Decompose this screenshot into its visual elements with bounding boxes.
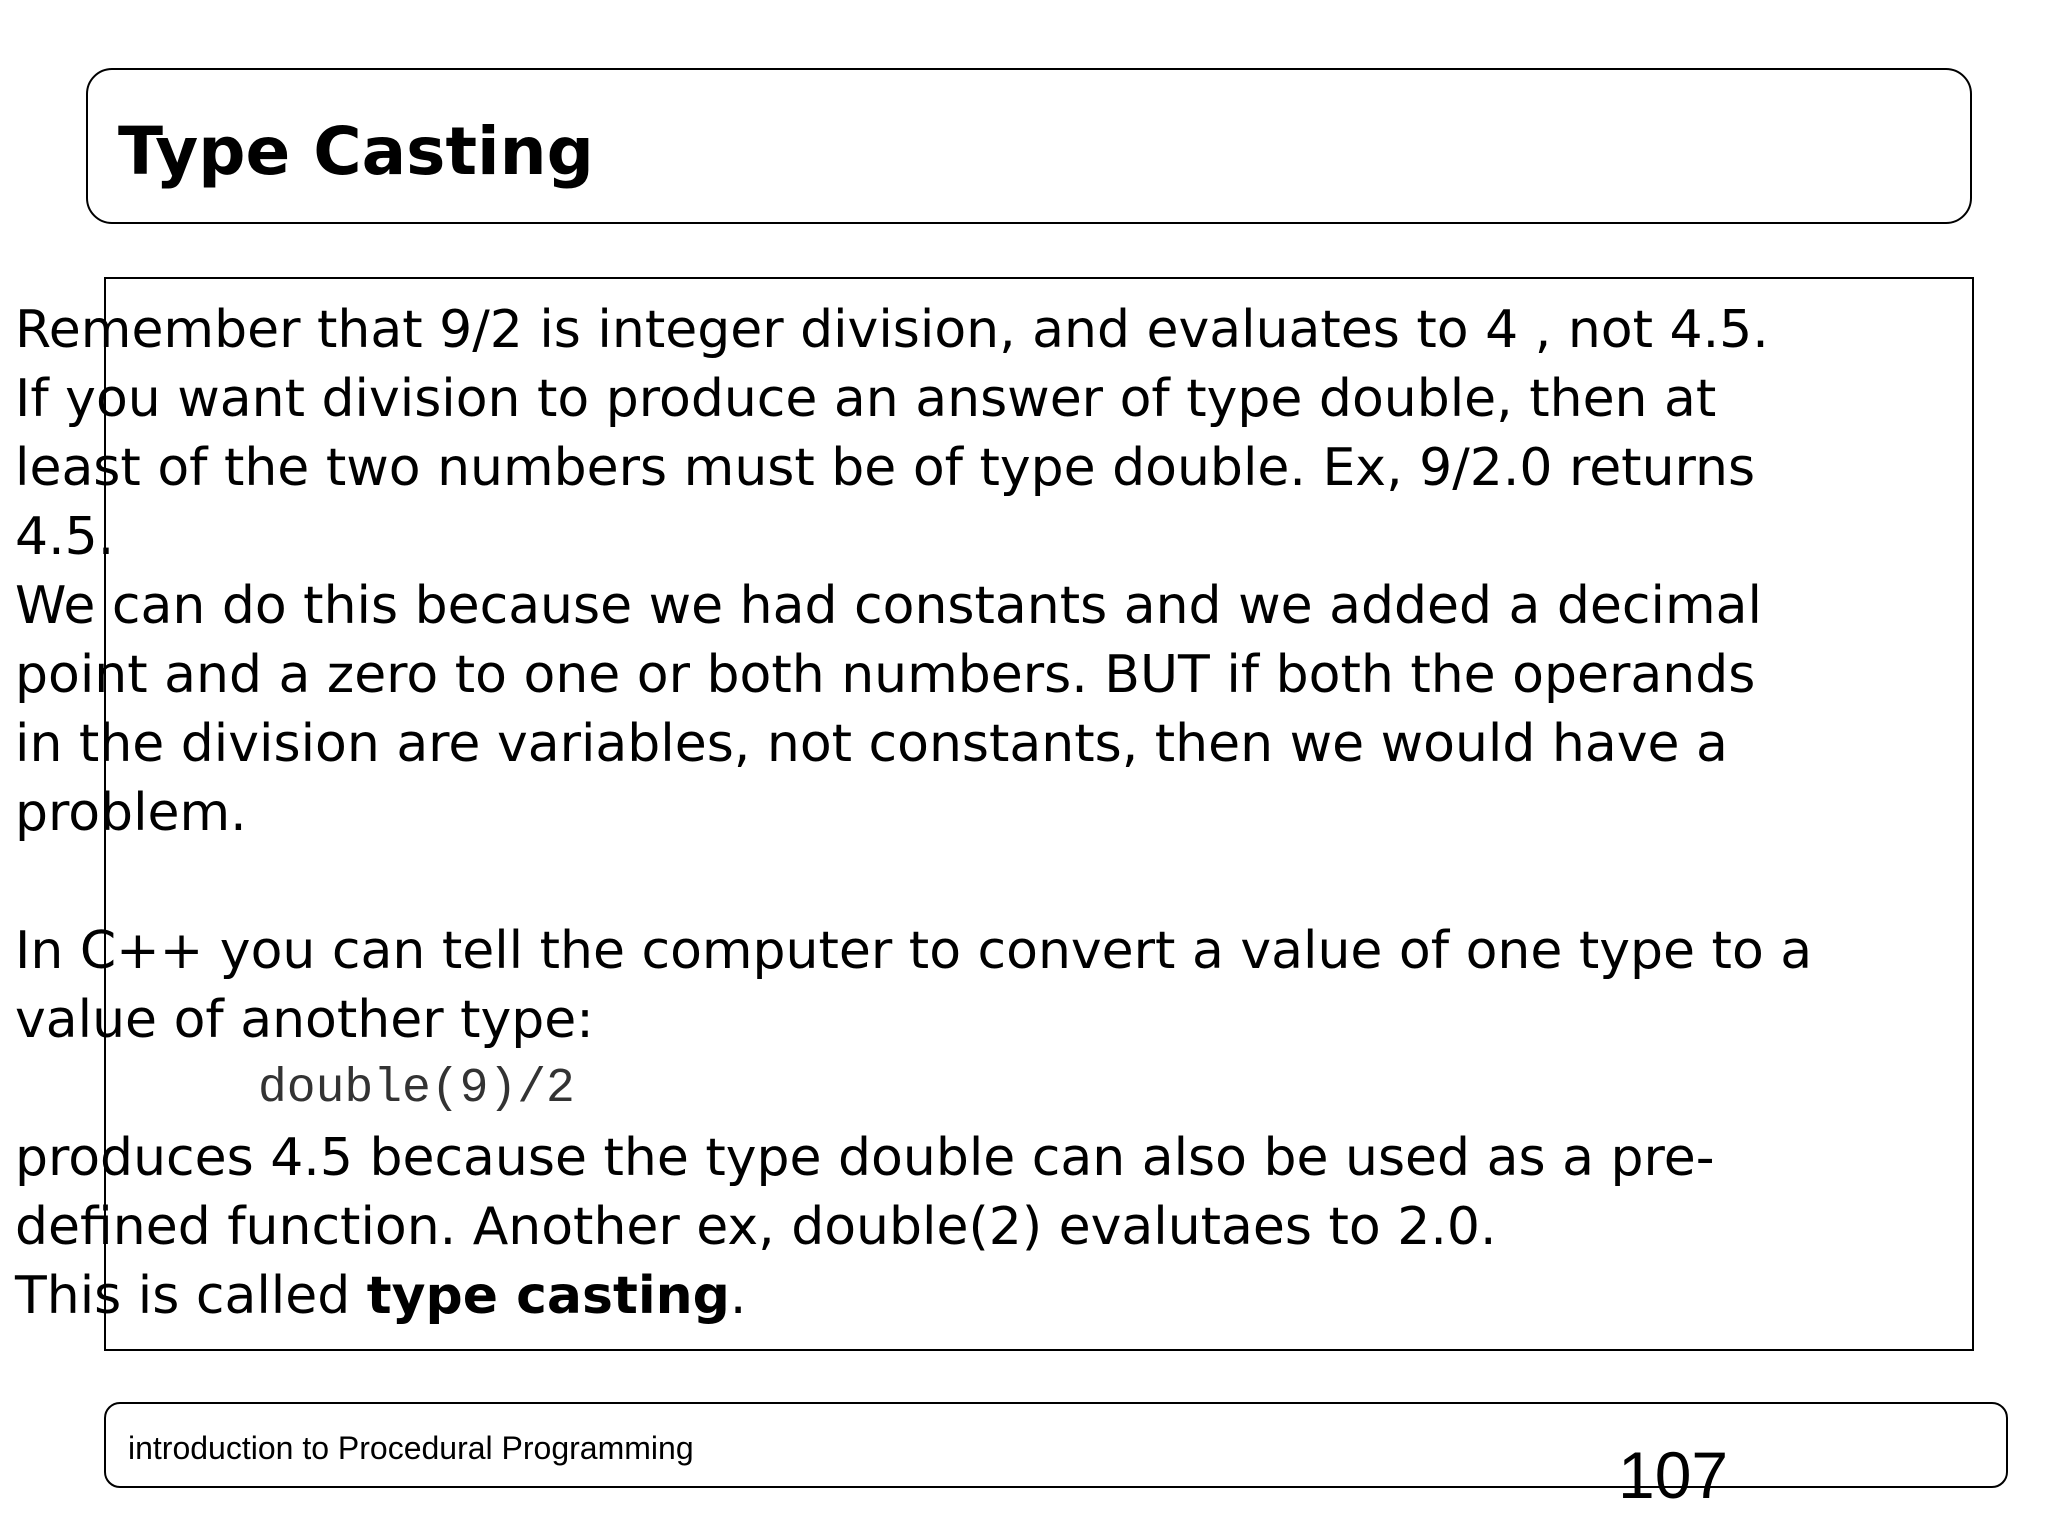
slide-body (15, 296, 1955, 1331)
course-name: introduction to Procedural Programming (128, 1430, 694, 1466)
code-example: double(9)/2 (258, 1062, 575, 1116)
page-number: 107 (1618, 1438, 1729, 1512)
body-line: defined function. Another ex, double(2) evalutaes to 2.0. (15, 1197, 1497, 1257)
closing-suffix: . (729, 1266, 747, 1326)
title-box (86, 68, 1972, 224)
body-line: in the division are variables, not constants, then we would have a (15, 714, 1728, 774)
body-line: 4.5. (15, 507, 115, 567)
body-line: In C++ you can tell the computer to convert a value of one type to a (15, 921, 1813, 981)
body-line: value of another type: (15, 990, 594, 1050)
body-line: point and a zero to one or both numbers. BUT if both the operands (15, 645, 1756, 705)
body-line: problem. (15, 783, 247, 843)
paragraph-spacer (15, 848, 1955, 917)
body-line: produces 4.5 because the type double can also be used as a pre- (15, 1128, 1715, 1188)
closing-line (15, 1262, 1955, 1331)
body-line: Remember that 9/2 is integer division, and evaluates to 4 , not 4.5. (15, 300, 1769, 360)
key-term: type casting (366, 1266, 730, 1326)
body-line: We can do this because we had constants and we added a decimal (15, 576, 1762, 636)
body-line: least of the two numbers must be of type double. Ex, 9/2.0 returns (15, 438, 1756, 498)
body-line: If you want division to produce an answer of type double, then at (15, 369, 1717, 429)
footer-box (104, 1402, 2008, 1512)
closing-prefix: This is called (15, 1266, 367, 1326)
slide-title: Type Casting (118, 113, 594, 190)
